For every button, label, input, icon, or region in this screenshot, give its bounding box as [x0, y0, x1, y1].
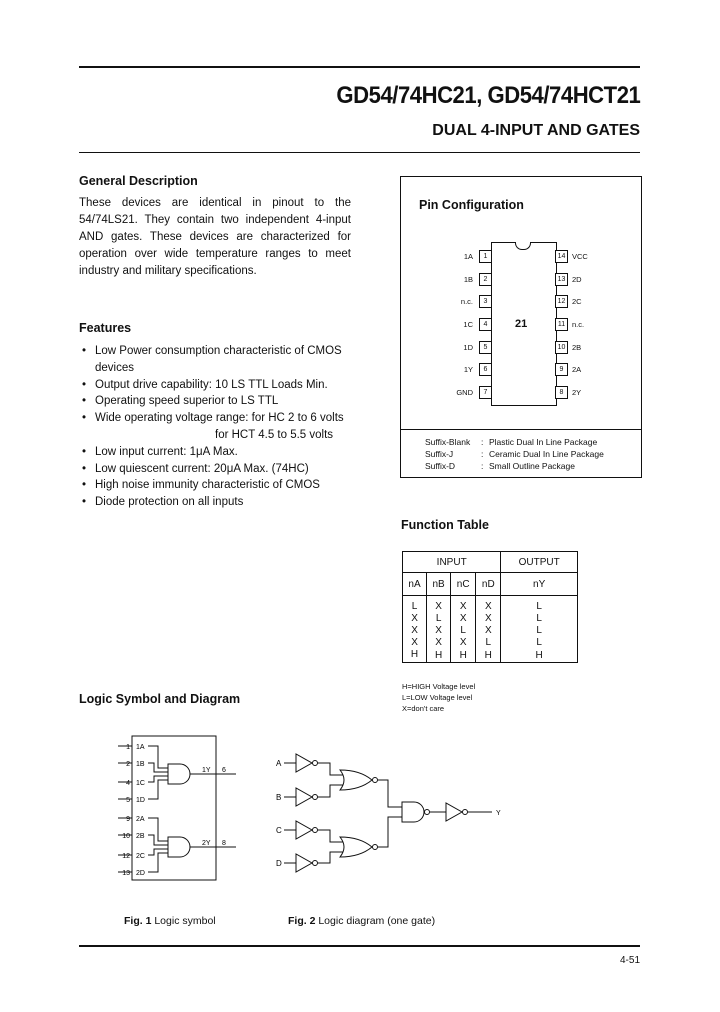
pin-number: 14 [555, 250, 568, 263]
pin-label: 2Y [572, 388, 582, 397]
and-gate-2 [168, 837, 190, 857]
page-number: 4-51 [619, 955, 640, 966]
symbol-pin-label: 2A [136, 816, 145, 823]
input-group-header: INPUT [403, 552, 501, 573]
suffix-descriptions: Plastic Dual In Line Package Ceramic Dual In Line Package Small Outline Package [489, 437, 604, 471]
title-rule [79, 152, 640, 153]
symbol-pin-num: 12 [122, 853, 130, 860]
symbol-out-label: 2Y [202, 840, 211, 847]
page-title: GD54/74HC21, GD54/74HCT21 [336, 82, 640, 109]
nor-gate [340, 837, 372, 857]
suffix-divider [401, 429, 641, 430]
pin-label: 2C [572, 297, 582, 306]
pin-label: VCC [572, 252, 588, 261]
pin-label: 2B [572, 343, 582, 352]
pin-number: 7 [479, 386, 492, 399]
symbol-pin-label: 1B [136, 761, 145, 768]
feature-item: • Low input current: 1μA Max. [82, 445, 238, 458]
pin-label: 2D [572, 275, 582, 284]
inverter [296, 821, 312, 839]
symbol-pin-label: 1A [136, 744, 145, 751]
suffix-separators: : : : [481, 437, 484, 471]
pin-label: 1B [463, 275, 473, 284]
pin-label: 1A [463, 252, 473, 261]
function-table-heading: Function Table [401, 518, 489, 532]
pin-number: 12 [555, 295, 568, 308]
diagram-output-label: Y [496, 810, 501, 817]
column-header: nC [451, 573, 476, 596]
inverter [446, 803, 462, 821]
top-rule [79, 66, 640, 68]
inverter [296, 854, 312, 872]
page-subtitle: DUAL 4-INPUT AND GATES [432, 122, 640, 139]
pin-number: 4 [479, 318, 492, 331]
logic-symbol [110, 734, 250, 884]
function-table-notes: H=HIGH Voltage level L=LOW Voltage level X=don't care [402, 682, 476, 713]
pin-configuration-box [400, 176, 642, 478]
inverter [296, 788, 312, 806]
table-row: X X X L L [403, 636, 578, 648]
pin-label: n.c. [460, 297, 473, 306]
feature-item: • Operating speed superior to LS TTL [82, 395, 279, 408]
table-row: X L X X L [403, 612, 578, 624]
symbol-out-label: 1Y [202, 767, 211, 774]
pin-label: 1Y [463, 365, 473, 374]
feature-item: • High noise immunity characteristic of CMOS [82, 479, 320, 492]
pin-configuration-heading: Pin Configuration [419, 198, 524, 212]
pin-number: 3 [479, 295, 492, 308]
pin-label: 1C [463, 320, 473, 329]
feature-item: • Wide operating voltage range: for HC 2 to 6 volts [82, 412, 344, 425]
function-table [402, 551, 578, 663]
column-header: nA [403, 573, 427, 596]
pin-label: 2A [572, 365, 582, 374]
symbol-pin-num: 2 [126, 761, 130, 768]
symbol-out-num: 8 [222, 840, 226, 847]
feature-continuation: for HCT 4.5 to 5.5 volts [215, 428, 334, 441]
general-description-heading: General Description [79, 174, 198, 188]
table-group-header [403, 552, 578, 573]
bottom-rule [79, 945, 640, 947]
pin-number: 13 [555, 273, 568, 286]
column-header: nB [427, 573, 451, 596]
diagram-input-label: D [276, 859, 282, 868]
symbol-pin-label: 2B [136, 833, 145, 840]
fig2-caption: Fig. 2 Logic diagram (one gate) [288, 915, 436, 927]
symbol-pin-num: 4 [126, 780, 130, 787]
symbol-pin-num: 1 [126, 744, 130, 751]
symbol-pin-label: 2D [136, 870, 145, 877]
features-list [79, 343, 379, 511]
symbol-pin-num: 10 [122, 833, 130, 840]
chip-label: 21 [515, 318, 528, 330]
pin-label: 1D [463, 343, 473, 352]
suffix-names: Suffix-Blank Suffix-J Suffix-D [425, 437, 471, 471]
table-row: X X L X L [403, 624, 578, 636]
diagram-input-label: C [276, 826, 282, 835]
pin-label: GND [456, 388, 473, 397]
pin-number: 5 [479, 341, 492, 354]
and-gate-1 [168, 764, 190, 784]
feature-item: • Low Power consumption characteristic of CMOS devices [82, 345, 342, 374]
output-group-header: OUTPUT [501, 552, 578, 573]
nor-gate [340, 770, 372, 790]
logic-diagram [268, 745, 508, 875]
pin-number: 8 [555, 386, 568, 399]
pin-number: 10 [555, 341, 568, 354]
symbol-pin-label: 1C [136, 780, 145, 787]
symbol-pin-num: 13 [122, 870, 130, 877]
feature-item: • Diode protection on all inputs [82, 496, 244, 509]
general-description-text: These devices are identical in pinout to the 54/74LS21. They contain two independent 4-input AND gates. These devices are characterized for operation over wide temperature ranges to meet industry and military specifications. [79, 197, 351, 277]
pin-number: 1 [479, 250, 492, 263]
features-heading: Features [79, 321, 132, 335]
diagram-input-label: A [276, 759, 282, 768]
symbol-pin-label: 1D [136, 797, 145, 804]
column-header: nY [501, 573, 578, 596]
table-column-header [403, 573, 578, 596]
feature-item: • Low quiescent current: 20μA Max. (74HC) [82, 462, 309, 475]
pin-number: 6 [479, 363, 492, 376]
pin-number: 2 [479, 273, 492, 286]
symbol-pin-num: 9 [126, 816, 130, 823]
logic-heading: Logic Symbol and Diagram [79, 692, 241, 706]
fig1-caption: Fig. 1 Logic symbol [124, 915, 216, 927]
column-header: nD [476, 573, 501, 596]
table-row: H H H H H [403, 648, 578, 663]
nand-gate [402, 802, 424, 822]
table-row: L X X X L [403, 596, 578, 613]
diagram-input-label: B [276, 793, 282, 802]
pin-number: 11 [555, 318, 568, 331]
pin-label: n.c. [572, 320, 585, 329]
symbol-pin-num: 5 [126, 797, 130, 804]
inverter [296, 754, 312, 772]
feature-item: • Output drive capability: 10 LS TTL Loads Min. [82, 378, 328, 391]
symbol-pin-label: 2C [136, 853, 145, 860]
pin-number: 9 [555, 363, 568, 376]
symbol-out-num: 6 [222, 767, 226, 774]
